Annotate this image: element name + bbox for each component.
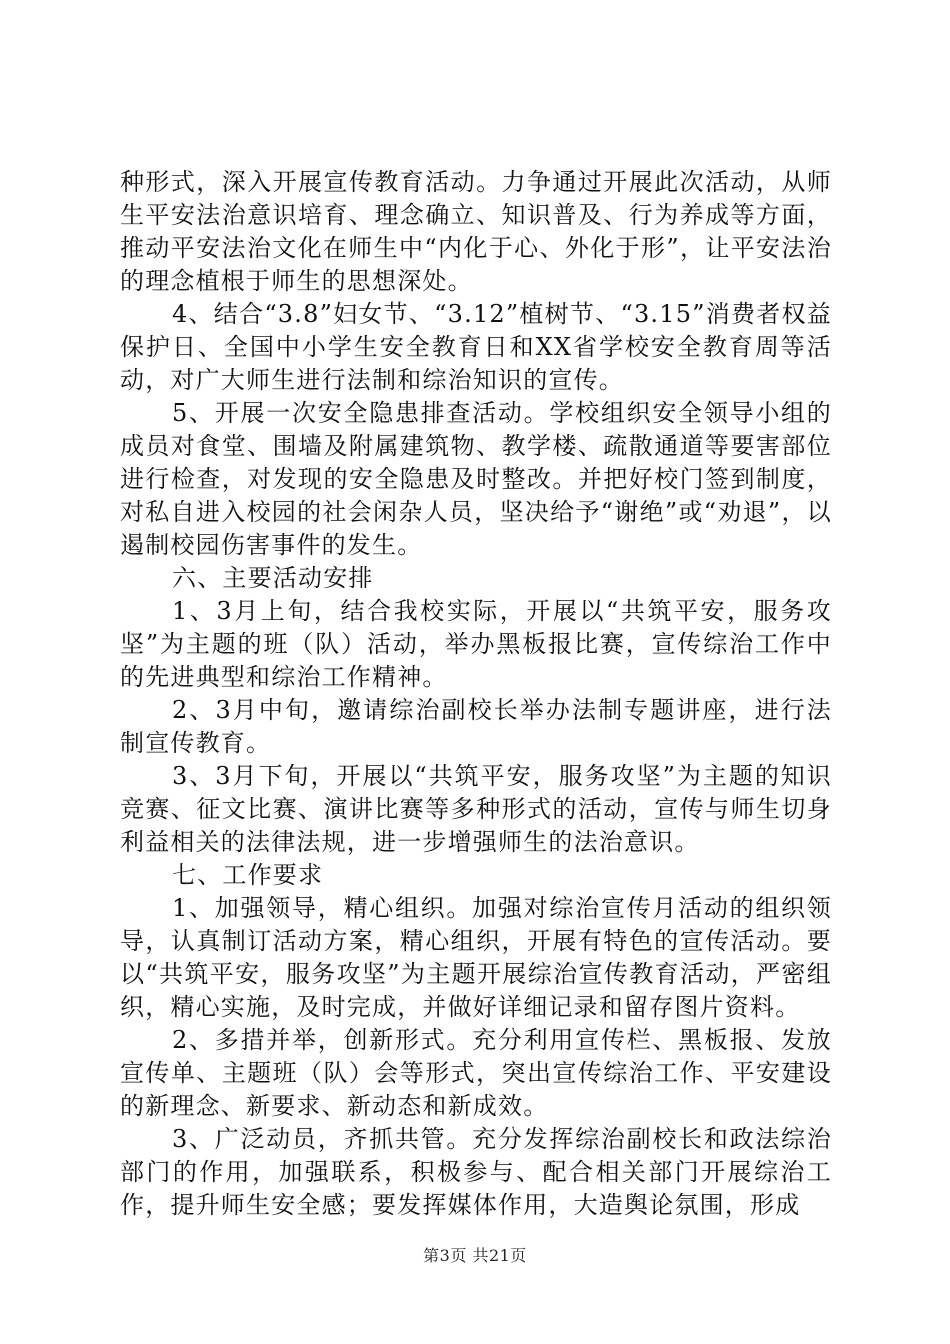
page-number-footer: 第3页 共21页 (423, 1246, 527, 1265)
section-heading-7: 七、工作要求 (172, 861, 324, 889)
schedule-item-2: 2、3月中旬，邀请综治副校长举办法制专题讲座，进行法制宣传教育。 (120, 696, 832, 757)
schedule-item-3: 3、3月下旬，开展以“共筑平安，服务攻坚”为主题的知识竞赛、征文比赛、演讲比赛等多种形式的活动，宣传与师生切身利益相关的法律法规，进一步增强师生的法治意识。 (120, 762, 832, 856)
paragraph-continuation: 种形式，深入开展宣传教育活动。力争通过开展此次活动，从师生平安法治意识培育、理念确立、知识普及、行为养成等方面，推动平安法治文化在师生中“内化于心、外化于形”，让平安法治的理念植根于师生的思想深处。 (120, 168, 832, 295)
requirement-item-2: 2、多措并举，创新形式。充分利用宣传栏、黑板报、发放宣传单、主题班（队）会等形式，突出宣传综治工作、平安建设的新理念、新要求、新动态和新成效。 (120, 1026, 832, 1120)
schedule-item-1: 1、3月上旬，结合我校实际，开展以“共筑平安，服务攻坚”为主题的班（队）活动，举办黑板报比赛，宣传综治工作中的先进典型和综治工作精神。 (120, 597, 832, 691)
paragraph-item-4: 4、结合“3.8”妇女节、“3.12”植树节、“3.15”消费者权益保护日、全国中小学生安全教育日和XX省学校安全教育周等活动，对广大师生进行法制和综治知识的宣传。 (120, 300, 832, 394)
document-body (120, 166, 832, 1222)
requirement-item-1: 1、加强领导，精心组织。加强对综治宣传月活动的组织领导，认真制订活动方案，精心组织，开展有特色的宣传活动。要以“共筑平安，服务攻坚”为主题开展综治宣传教育活动，严密组织，精心实施，及时完成，并做好详细记录和留存图片资料。 (120, 894, 832, 1021)
paragraph-item-5: 5、开展一次安全隐患排查活动。学校组织安全领导小组的成员对食堂、围墙及附属建筑物、教学楼、疏散通道等要害部位进行检查，对发现的安全隐患及时整改。并把好校门签到制度，对私自进入校园的社会闲杂人员，坚决给予“谢绝”或“劝退”，以遏制校园伤害事件的发生。 (120, 399, 832, 559)
section-heading-6: 六、主要活动安排 (172, 564, 374, 592)
requirement-item-3: 3、广泛动员，齐抓共管。充分发挥综治副校长和政法综治部门的作用，加强联系，积极参与、配合相关部门开展综治工作，提升师生安全感；要发挥媒体作用，大造舆论氛围，形成 (120, 1125, 832, 1219)
